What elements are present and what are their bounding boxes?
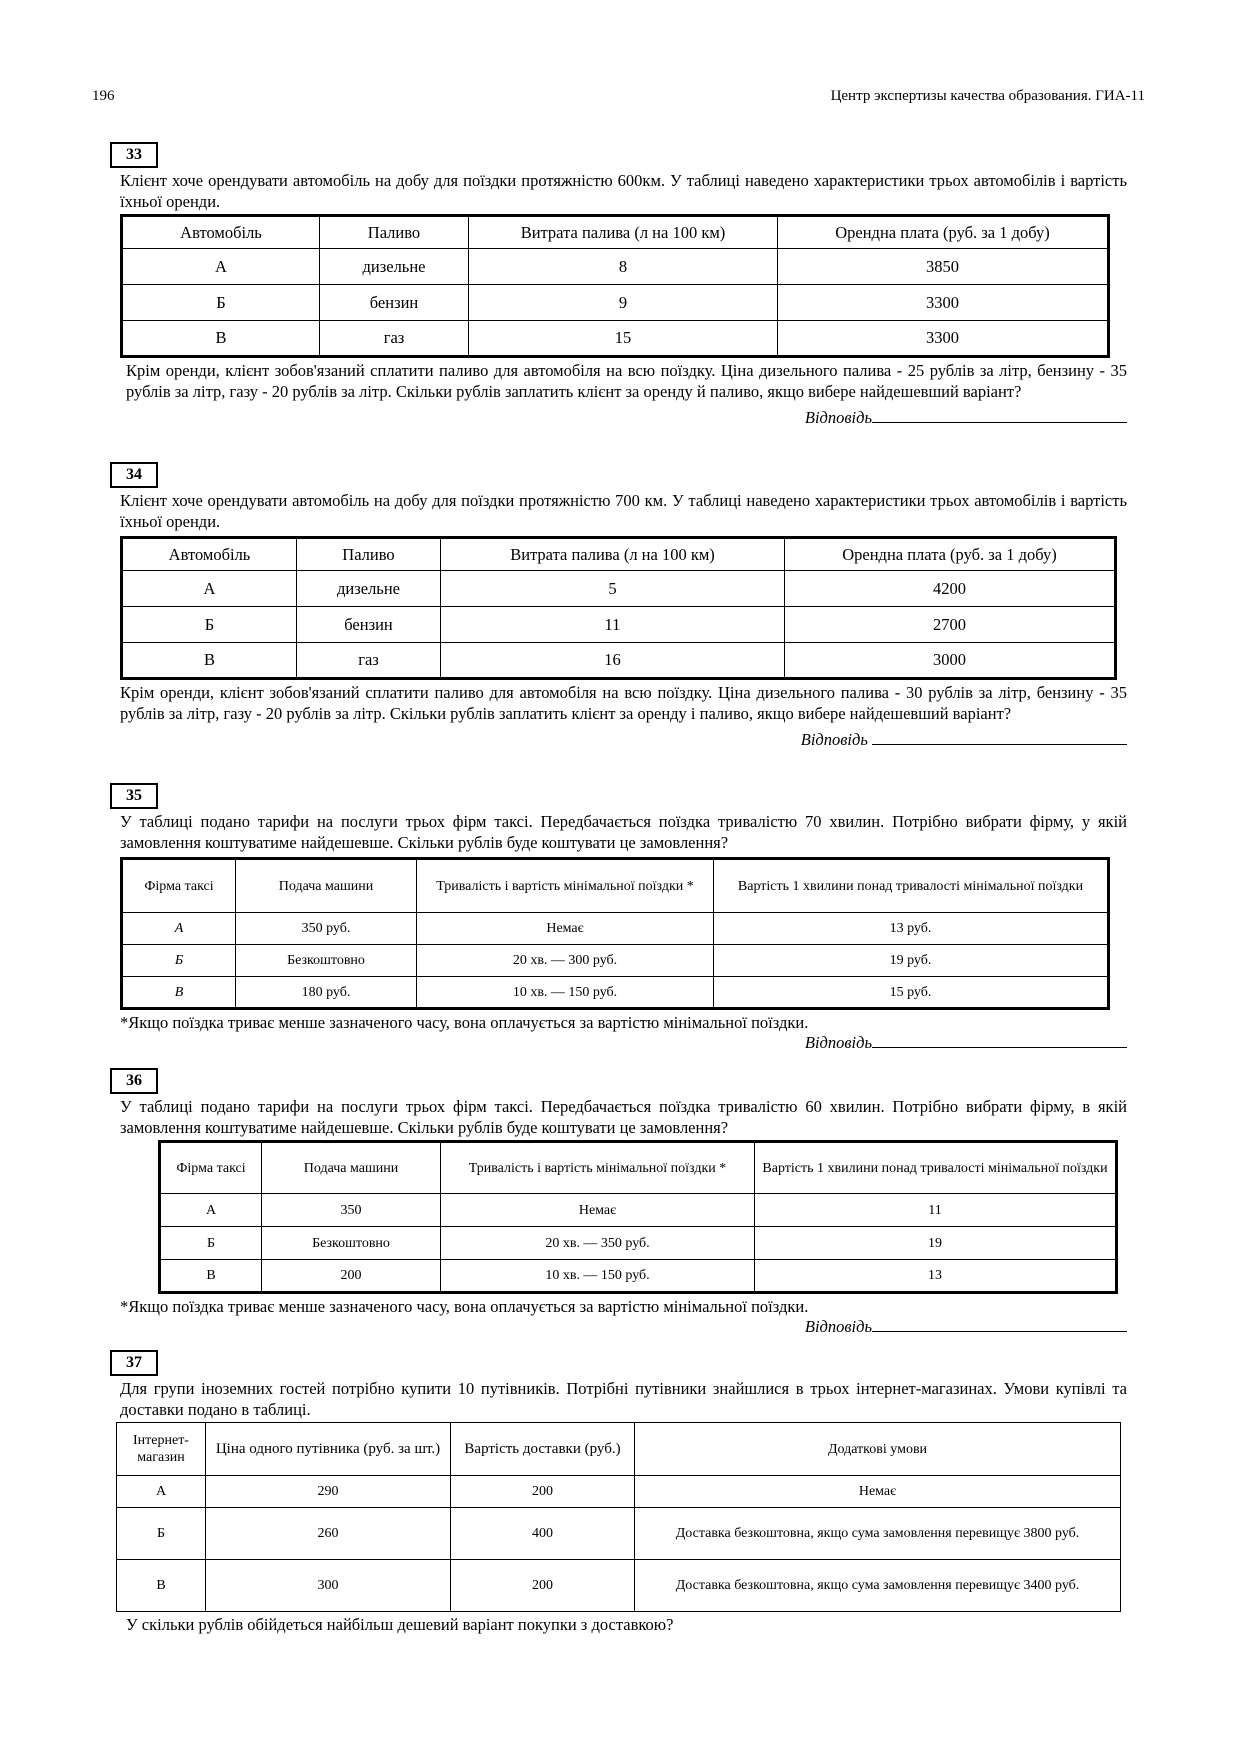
column-header: Тривалість і вартість мінімальної поїздки * [441,1142,755,1194]
answer-line[interactable] [872,408,1127,423]
table-cell: 11 [755,1194,1117,1227]
column-header: Додаткові умови [635,1423,1121,1476]
table-row [122,945,1109,977]
table-cell: Б [160,1227,262,1260]
table-cell: 200 [451,1560,635,1612]
table-cell: В [122,321,320,357]
table-cell: 20 хв. — 300 руб. [417,945,714,977]
table-cell: дизельне [320,249,469,285]
table-cell: Безкоштовно [262,1227,441,1260]
publisher-header: Центр экспертизы качества образования. ГИА-11 [830,88,1145,104]
table-cell: Б [122,285,320,321]
table-cell: 3000 [785,643,1116,679]
task-number: 33 [110,142,158,168]
table-cell: 350 [262,1194,441,1227]
answer-label: Відповідь [800,730,868,749]
column-header: Тривалість і вартість мінімальної поїздки * [417,859,714,913]
table-cell: бензин [320,285,469,321]
table-cell: В [117,1560,206,1612]
table-cell: Доставка безкоштовна, якщо сума замовлення перевищує 3400 руб. [635,1560,1121,1612]
task-question: Крім оренди, клієнт зобов'язаний сплатити паливо для автомобіля на всю поїздку. Ціна дизельного палива - 30 рублів за літр, бензину - 35 рублів за літр, газу - 20 рублів за літр. Скільки рублів заплатить клієнт за оренду і паливо, якщо вибере найдешевший варіант? [120,683,1127,723]
table-cell: Немає [635,1476,1121,1508]
task-note: *Якщо поїздка триває менше зазначеного часу, вона оплачується за вартістю мінімальної поїздки. [120,1013,809,1032]
table-cell: 200 [451,1476,635,1508]
table-cell: 8 [469,249,778,285]
column-header: Орендна плата (руб. за 1 добу) [778,216,1109,249]
answer-label: Відповідь [804,1317,872,1336]
table-header-row [122,538,1116,571]
table-header-row [122,216,1109,249]
table-cell: 2700 [785,607,1116,643]
table-row [160,1260,1117,1293]
table-cell: 13 руб. [714,913,1109,945]
table-cell: 350 руб. [236,913,417,945]
table-cell: Безкоштовно [236,945,417,977]
table-cell: 400 [451,1508,635,1560]
table-cell: А [160,1194,262,1227]
table-header-row [117,1423,1121,1476]
answer-label: Відповідь [804,1033,872,1052]
column-header: Паливо [297,538,441,571]
table-cell: В [122,977,236,1009]
table-row [117,1476,1121,1508]
table-cell: В [122,643,297,679]
table-row [122,249,1109,285]
answer-field[interactable] [120,1317,1127,1337]
table-row [122,913,1109,945]
column-header: Вартість доставки (руб.) [451,1423,635,1476]
task-number: 36 [110,1068,158,1094]
answer-field[interactable] [120,730,1127,750]
table-cell: Б [122,945,236,977]
table-cell: 3850 [778,249,1109,285]
page-number: 196 [92,88,115,104]
answer-field[interactable] [120,1033,1127,1053]
column-header: Ціна одного путівника (руб. за шт.) [206,1423,451,1476]
column-header: Фірма таксі [122,859,236,913]
table-cell: 260 [206,1508,451,1560]
task-question: У скільки рублів обійдеться найбільш дешевий варіант покупки з доставкою? [126,1615,674,1634]
table-row [122,571,1116,607]
table-cell: 13 [755,1260,1117,1293]
answer-line[interactable] [872,1317,1127,1332]
table-cell: 15 руб. [714,977,1109,1009]
cars-table [120,536,1117,680]
task-35 [120,783,1127,1053]
table-cell: 15 [469,321,778,357]
column-header: Автомобіль [122,538,297,571]
table-cell: Немає [441,1194,755,1227]
taxi-table [158,1140,1118,1294]
table-row [117,1560,1121,1612]
table-cell: 16 [441,643,785,679]
column-header: Автомобіль [122,216,320,249]
table-row [160,1194,1117,1227]
task-33 [120,142,1127,428]
table-cell: 290 [206,1476,451,1508]
column-header: Подача машини [236,859,417,913]
table-row [122,321,1109,357]
table-cell: А [117,1476,206,1508]
table-cell: А [122,913,236,945]
column-header: Інтернет-магазин [117,1423,206,1476]
table-header-row [160,1142,1117,1194]
answer-line[interactable] [872,1033,1127,1048]
column-header: Орендна плата (руб. за 1 добу) [785,538,1116,571]
table-cell: 9 [469,285,778,321]
table-cell: Б [122,607,297,643]
table-cell: 200 [262,1260,441,1293]
table-cell: 10 хв. — 150 руб. [441,1260,755,1293]
column-header: Вартість 1 хвилини понад тривалості мінімальної поїздки [714,859,1109,913]
column-header: Фірма таксі [160,1142,262,1194]
task-34 [120,462,1127,750]
answer-field[interactable] [120,408,1127,428]
table-cell: А [122,571,297,607]
task-intro: У таблиці подано тарифи на послуги трьох фірм таксі. Передбачається поїздка тривалістю 60 хвилин. Потрібно вибрати фірму, в якій замовлення коштуватиме найдешевше. Скільки рублів буде коштувати це замовлення? [120,1097,1127,1137]
table-cell: бензин [297,607,441,643]
table-cell: 10 хв. — 150 руб. [417,977,714,1009]
table-cell: А [122,249,320,285]
table-cell: Немає [417,913,714,945]
task-question: Крім оренди, клієнт зобов'язаний сплатити паливо для автомобіля на всю поїздку. Ціна дизельного палива - 25 рублів за літр, бензину - 35 рублів за літр, газу - 20 рублів за літр. Скільки рублів заплатить клієнт за оренду й паливо, якщо вибере найдешевший варіант? [126,361,1127,401]
task-37 [120,1350,1127,1635]
column-header: Витрата палива (л на 100 км) [441,538,785,571]
column-header: Подача машини [262,1142,441,1194]
table-cell: 19 руб. [714,945,1109,977]
task-number: 37 [110,1350,158,1376]
bookstore-table [116,1422,1121,1612]
table-cell: Б [117,1508,206,1560]
column-header: Витрата палива (л на 100 км) [469,216,778,249]
table-cell: Доставка безкоштовна, якщо сума замовлення перевищує 3800 руб. [635,1508,1121,1560]
table-cell: 180 руб. [236,977,417,1009]
task-intro: У таблиці подано тарифи на послуги трьох фірм таксі. Передбачається поїздка тривалістю 70 хвилин. Потрібно вибрати фірму, у якій замовлення коштуватиме найдешевше. Скільки рублів буде коштувати це замовлення? [120,812,1127,852]
task-intro: Клієнт хоче орендувати автомобіль на добу для поїздки протяжністю 600км. У таблиці наведено характеристики трьох автомобілів і вартість їхньої оренди. [120,171,1127,211]
table-row [122,285,1109,321]
table-cell: 19 [755,1227,1117,1260]
cars-table [120,214,1110,358]
table-cell: В [160,1260,262,1293]
table-cell: 3300 [778,321,1109,357]
table-cell: 20 хв. — 350 руб. [441,1227,755,1260]
task-intro: Клієнт хоче орендувати автомобіль на добу для поїздки протяжністю 700 км. У таблиці наведено характеристики трьох автомобілів і вартість їхньої оренди. [120,491,1127,531]
column-header: Вартість 1 хвилини понад тривалості мінімальної поїздки [755,1142,1117,1194]
task-36 [120,1068,1127,1337]
task-number: 35 [110,783,158,809]
table-row [160,1227,1117,1260]
column-header: Паливо [320,216,469,249]
task-number: 34 [110,462,158,488]
table-row [117,1508,1121,1560]
table-cell: 3300 [778,285,1109,321]
table-row [122,977,1109,1009]
answer-label: Відповідь [804,408,872,427]
table-row [122,607,1116,643]
taxi-table [120,857,1110,1010]
table-cell: 5 [441,571,785,607]
table-cell: 4200 [785,571,1116,607]
table-cell: 300 [206,1560,451,1612]
task-note: *Якщо поїздка триває менше зазначеного часу, вона оплачується за вартістю мінімальної поїздки. [120,1297,809,1316]
table-cell: газ [297,643,441,679]
answer-line[interactable] [872,730,1127,745]
table-cell: газ [320,321,469,357]
task-intro: Для групи іноземних гостей потрібно купити 10 путівників. Потрібні путівники знайшлися в трьох інтернет-магазинах. Умови купівлі та доставки подано в таблиці. [120,1379,1127,1419]
table-cell: дизельне [297,571,441,607]
table-cell: 11 [441,607,785,643]
table-row [122,643,1116,679]
table-header-row [122,859,1109,913]
